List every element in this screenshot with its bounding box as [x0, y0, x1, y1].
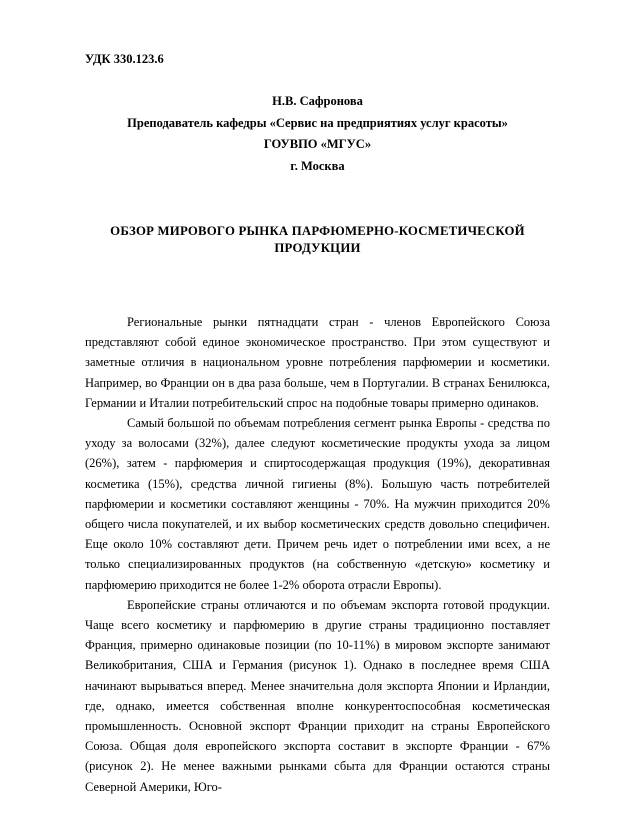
author-city: г. Москва [290, 158, 345, 173]
body-paragraph-1: Региональные рынки пятнадцати стран - членов Европейского Союза представляют собой единое экономическое пространство. При этом существуют и заметные отличия в национальном уровне потребления парфюмерии и косметики. Например, во Франции он в два раза больше, чем в Португалии. В странах Бенилюкса, Германии и Италии потребительский спрос на подобные товары примерно одинаков. [85, 315, 550, 410]
article-body [85, 312, 550, 797]
author-block [85, 91, 550, 177]
author-institution: ГОУВПО «МГУС» [263, 137, 372, 151]
body-paragraph-3: Европейские страны отличаются и по объемам экспорта готовой продукции. Чаще всего косметику и парфюмерию в другие страны традиционно поставляет Франция, примерно одинаковые позиции (по 10-11%) в мировом экспорте занимают Великобритания, США и Германия (рисунок 1). Однако в последнее время США начинают вырываться вперед. Менее значительна доля экспорта Японии и Ирландии, где, однако, имеется собственная вполне конкурентоспособная косметическая промышленность. Основной экспорт Франции приходит на страны Европейского Союза. Общая доля европейского экспорта составит в экспорте Франции - 67% (рисунок 2). Не менее важными рынками сбыта для Франции остаются страны Северной Америки, Юго- [85, 597, 550, 794]
author-position: Преподаватель кафедры «Сервис на предприятиях услуг красоты» [127, 115, 508, 130]
article-title: ОБЗОР МИРОВОГО РЫНКА ПАРФЮМЕРНО-КОСМЕТИЧЕСКОЙ ПРОДУКЦИИ [110, 224, 525, 255]
author-name: Н.В. Сафронова [272, 94, 363, 108]
udc-code: УДК 330.123.6 [85, 52, 164, 66]
body-paragraph-2: Самый большой по объемам потребления сегмент рынка Европы - средства по уходу за волосами (32%), далее следуют косметические продукты ухода за лицом (26%), затем - парфюмерия и спиртосодержащая продукция (19%), декоративная косметика (15%), средства личной гигиены (8%). Большую часть потребителей парфюмерии и косметики составляют женщины - 70%. На мужчин приходится 20% общего числа покупателей, и их выбор косметических средств довольно специфичен. Еще около 10% составляют дети. Причем речь идет о потреблении ими всех, а не только специализированных продуктов (на собственную «детскую» косметику и парфюмерию приходится не более 1-2% оборота отрасли Европы). [85, 416, 550, 592]
